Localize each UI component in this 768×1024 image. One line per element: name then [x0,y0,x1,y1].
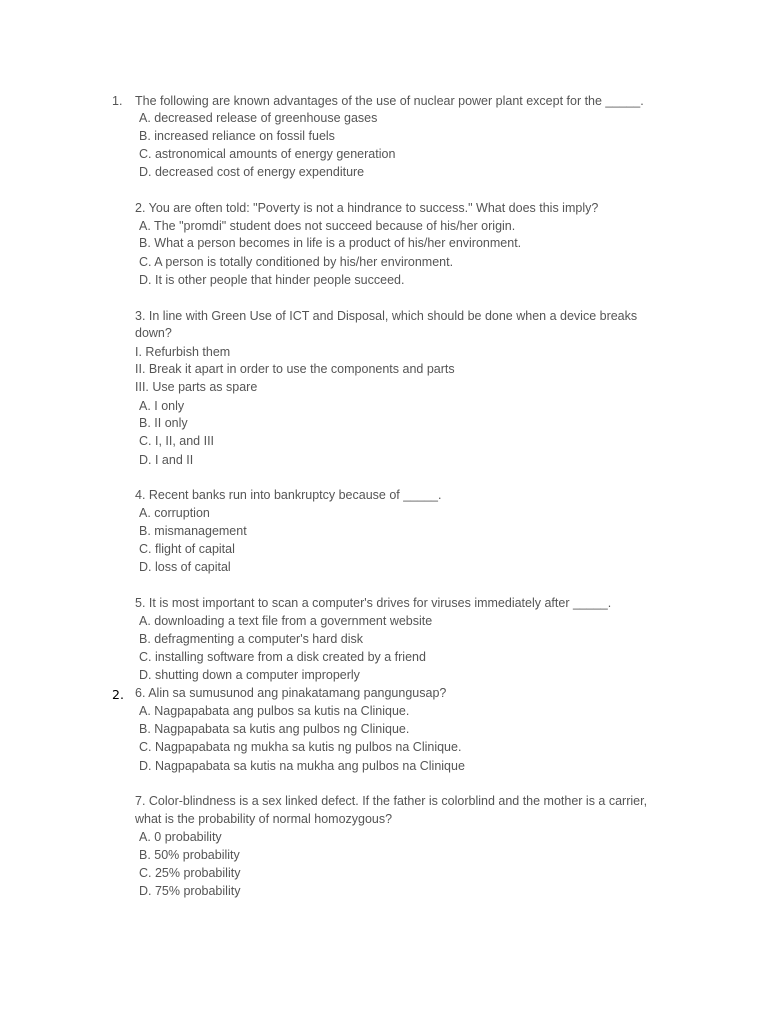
answer-option: B. increased reliance on fossil fuels [139,129,335,143]
answer-option: C. 25% probability [139,866,241,880]
answer-option: A. corruption [139,506,210,520]
question-stem: 2. You are often told: "Poverty is not a hindrance to success." What does this imply? [135,201,599,215]
answer-option: A. I only [139,399,185,413]
question-stem: what is the probability of normal homozygous? [135,812,393,826]
answer-option: D. Nagpapabata sa kutis na mukha ang pulbos na Clinique [139,759,465,773]
question-stem: 5. It is most important to scan a computer's drives for viruses immediately after _____. [135,596,612,610]
question-stem: III. Use parts as spare [135,380,258,394]
answer-option: B. mismanagement [139,524,247,538]
question-stem: 6. Alin sa sumusunod ang pinakatamang pangungusap? [135,686,447,700]
answer-option: C. installing software from a disk created by a friend [139,650,426,664]
answer-option: C. astronomical amounts of energy generation [139,147,396,161]
answer-option: A. downloading a text file from a government website [139,614,433,628]
answer-option: D. loss of capital [139,560,231,574]
answer-option: B. Nagpapabata sa kutis ang pulbos ng Clinique. [139,722,410,736]
answer-option: D. I and II [139,453,194,467]
answer-option: A. 0 probability [139,830,222,844]
answer-option: C. A person is totally conditioned by his/her environment. [139,255,454,269]
answer-option: D. decreased cost of energy expenditure [139,165,365,179]
answer-option: C. I, II, and III [139,434,215,448]
question-stem: I. Refurbish them [135,345,231,359]
answer-option: D. It is other people that hinder people succeed. [139,273,405,287]
answer-option: A. Nagpapabata ang pulbos sa kutis na Clinique. [139,704,410,718]
list-number-1: 1. [112,94,123,108]
answer-option: B. What a person becomes in life is a product of his/her environment. [139,236,522,250]
answer-option: C. flight of capital [139,542,235,556]
answer-option: A. decreased release of greenhouse gases [139,111,378,125]
answer-option: B. II only [139,416,188,430]
answer-option: A. The "promdi" student does not succeed because of his/her origin. [139,219,516,233]
answer-option: D. 75% probability [139,884,241,898]
question-stem: 4. Recent banks run into bankruptcy because of _____. [135,488,442,502]
answer-option: B. 50% probability [139,848,240,862]
question-stem: II. Break it apart in order to use the components and parts [135,362,455,376]
answer-option: C. Nagpapabata ng mukha sa kutis ng pulbos na Clinique. [139,740,462,754]
question-stem: The following are known advantages of the use of nuclear power plant except for the _____. [135,94,644,108]
question-stem: down? [135,326,172,340]
question-stem: 7. Color-blindness is a sex linked defect. If the father is colorblind and the mother is a carrier, [135,794,648,808]
answer-option: B. defragmenting a computer's hard disk [139,632,364,646]
answer-option: D. shutting down a computer improperly [139,668,360,682]
question-stem: 3. In line with Green Use of ICT and Disposal, which should be done when a device breaks [135,309,638,323]
list-number-2: 2. [112,687,124,702]
